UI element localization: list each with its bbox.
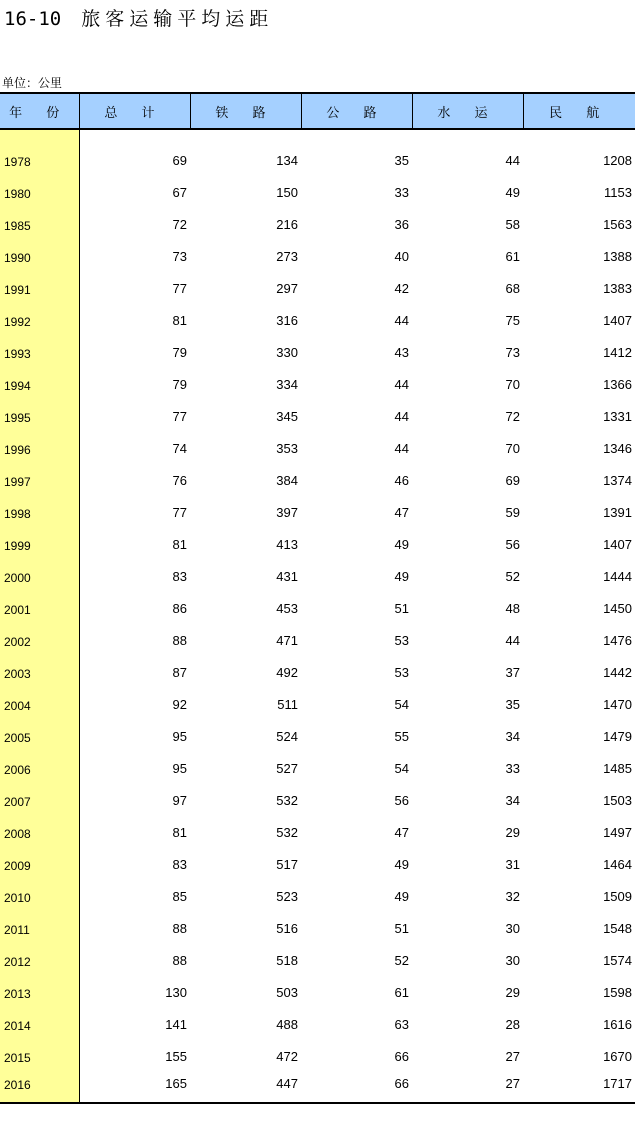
waterway-cell: 58 [505, 217, 520, 232]
highway-cell: 55 [394, 729, 409, 744]
total-cell: 81 [172, 537, 187, 552]
civil-aviation-cell: 1444 [603, 569, 632, 584]
waterway-cell: 34 [505, 729, 520, 744]
total-cell: 165 [79, 1067, 190, 1103]
civil-aviation-cell: 1331 [603, 409, 632, 424]
table-row [0, 1035, 635, 1067]
table-row [0, 651, 635, 683]
year-cell: 1978 [0, 129, 79, 171]
table-row [0, 619, 635, 651]
civil-aviation-cell: 1442 [603, 665, 632, 680]
year-cell: 1991 [0, 267, 79, 299]
total-cell: 69 [172, 153, 187, 168]
highway-cell: 61 [394, 985, 409, 1000]
total-cell: 72 [172, 217, 187, 232]
highway-cell: 51 [394, 921, 409, 936]
highway-cell: 33 [394, 185, 409, 200]
total-cell: 155 [165, 1049, 187, 1064]
table-row [0, 331, 635, 363]
civil-aviation-cell: 1548 [603, 921, 632, 936]
railway-cell: 532 [276, 825, 298, 840]
waterway-cell: 33 [505, 761, 520, 776]
year-cell: 2016 [0, 1067, 79, 1103]
year-cell: 1999 [0, 523, 79, 555]
waterway-cell: 30 [505, 921, 520, 936]
table-row [0, 459, 635, 491]
highway-cell: 35 [394, 153, 409, 168]
header-civil-aviation: 民 航 [523, 93, 635, 129]
total-cell: 86 [172, 601, 187, 616]
waterway-cell: 44 [505, 153, 520, 168]
year-cell: 1990 [0, 235, 79, 267]
waterway-cell: 59 [505, 505, 520, 520]
waterway-cell: 29 [505, 985, 520, 1000]
table-row [0, 971, 635, 1003]
civil-aviation-cell: 1346 [603, 441, 632, 456]
year-cell: 1996 [0, 427, 79, 459]
highway-cell: 66 [301, 1067, 412, 1103]
railway-cell: 345 [276, 409, 298, 424]
waterway-cell: 56 [505, 537, 520, 552]
table-row [0, 1067, 635, 1103]
railway-cell: 353 [276, 441, 298, 456]
railway-cell: 134 [276, 153, 298, 168]
civil-aviation-cell: 1476 [603, 633, 632, 648]
railway-cell: 447 [190, 1067, 301, 1103]
waterway-cell: 52 [505, 569, 520, 584]
total-cell: 97 [172, 793, 187, 808]
table-row [0, 779, 635, 811]
year-cell: 2007 [0, 779, 79, 811]
railway-cell: 431 [276, 569, 298, 584]
civil-aviation-cell: 1497 [603, 825, 632, 840]
waterway-cell: 35 [505, 697, 520, 712]
civil-aviation-cell: 1388 [603, 249, 632, 264]
civil-aviation-cell: 1153 [604, 185, 632, 200]
total-cell: 92 [172, 697, 187, 712]
highway-cell: 42 [394, 281, 409, 296]
waterway-cell: 31 [505, 857, 520, 872]
civil-aviation-cell: 1391 [603, 505, 632, 520]
highway-cell: 44 [394, 313, 409, 328]
table-body [0, 129, 635, 1103]
total-cell: 77 [172, 505, 187, 520]
year-cell: 1992 [0, 299, 79, 331]
railway-cell: 316 [276, 313, 298, 328]
civil-aviation-cell: 1503 [603, 793, 632, 808]
table-row [0, 587, 635, 619]
highway-cell: 49 [394, 569, 409, 584]
table-row [0, 523, 635, 555]
year-cell: 2015 [0, 1035, 79, 1067]
year-cell: 2008 [0, 811, 79, 843]
railway-cell: 516 [276, 921, 298, 936]
railway-cell: 216 [276, 217, 298, 232]
waterway-cell: 27 [505, 1049, 520, 1064]
year-cell: 2001 [0, 587, 79, 619]
highway-cell: 63 [394, 1017, 409, 1032]
table-row [0, 267, 635, 299]
highway-cell: 47 [394, 825, 409, 840]
total-cell: 76 [172, 473, 187, 488]
year-cell: 2004 [0, 683, 79, 715]
highway-cell: 46 [394, 473, 409, 488]
year-cell: 1994 [0, 363, 79, 395]
data-table [0, 92, 635, 1104]
year-cell: 1998 [0, 491, 79, 523]
highway-cell: 43 [394, 345, 409, 360]
waterway-cell: 72 [505, 409, 520, 424]
year-cell: 2014 [0, 1003, 79, 1035]
waterway-cell: 29 [505, 825, 520, 840]
table-row [0, 747, 635, 779]
highway-cell: 52 [394, 953, 409, 968]
railway-cell: 524 [276, 729, 298, 744]
highway-cell: 44 [394, 377, 409, 392]
header-waterway: 水 运 [412, 93, 523, 129]
railway-cell: 488 [276, 1017, 298, 1032]
civil-aviation-cell: 1366 [603, 377, 632, 392]
table-row [0, 939, 635, 971]
year-cell: 2005 [0, 715, 79, 747]
header-row [0, 93, 635, 129]
total-cell: 77 [172, 281, 187, 296]
header-railway: 铁 路 [190, 93, 301, 129]
railway-cell: 523 [276, 889, 298, 904]
table-row [0, 491, 635, 523]
railway-cell: 297 [276, 281, 298, 296]
data-table-container [0, 92, 635, 1104]
year-cell: 2006 [0, 747, 79, 779]
highway-cell: 51 [394, 601, 409, 616]
railway-cell: 150 [276, 185, 298, 200]
highway-cell: 49 [394, 857, 409, 872]
civil-aviation-cell: 1407 [603, 537, 632, 552]
civil-aviation-cell: 1479 [603, 729, 632, 744]
table-row [0, 715, 635, 747]
total-cell: 67 [172, 185, 187, 200]
waterway-cell: 44 [505, 633, 520, 648]
waterway-cell: 27 [412, 1067, 523, 1103]
railway-cell: 471 [276, 633, 298, 648]
page-title [4, 4, 273, 34]
header-highway: 公 路 [301, 93, 412, 129]
waterway-cell: 28 [505, 1017, 520, 1032]
civil-aviation-cell: 1598 [603, 985, 632, 1000]
table-row [0, 1003, 635, 1035]
table-row [0, 427, 635, 459]
railway-cell: 453 [276, 601, 298, 616]
civil-aviation-cell: 1383 [603, 281, 632, 296]
total-cell: 83 [172, 569, 187, 584]
table-row [0, 683, 635, 715]
year-cell: 2009 [0, 843, 79, 875]
total-cell: 81 [172, 825, 187, 840]
railway-cell: 532 [276, 793, 298, 808]
header-year: 年 份 [0, 93, 79, 129]
total-cell: 95 [172, 729, 187, 744]
railway-cell: 413 [276, 537, 298, 552]
civil-aviation-cell: 1464 [603, 857, 632, 872]
total-cell: 88 [172, 953, 187, 968]
total-cell: 88 [172, 633, 187, 648]
table-row [0, 395, 635, 427]
civil-aviation-cell: 1407 [603, 313, 632, 328]
year-cell: 1985 [0, 203, 79, 235]
table-row [0, 299, 635, 331]
railway-cell: 384 [276, 473, 298, 488]
year-cell: 2003 [0, 651, 79, 683]
year-cell: 2011 [0, 907, 79, 939]
highway-cell: 54 [394, 761, 409, 776]
year-cell: 2002 [0, 619, 79, 651]
waterway-cell: 75 [505, 313, 520, 328]
total-cell: 79 [172, 377, 187, 392]
waterway-cell: 49 [505, 185, 520, 200]
highway-cell: 56 [394, 793, 409, 808]
highway-cell: 36 [394, 217, 409, 232]
total-cell: 88 [172, 921, 187, 936]
railway-cell: 330 [276, 345, 298, 360]
railway-cell: 472 [276, 1049, 298, 1064]
railway-cell: 527 [276, 761, 298, 776]
table-row [0, 235, 635, 267]
highway-cell: 40 [394, 249, 409, 264]
highway-cell: 53 [394, 665, 409, 680]
header-total: 总 计 [79, 93, 190, 129]
waterway-cell: 70 [505, 377, 520, 392]
civil-aviation-cell: 1412 [603, 345, 632, 360]
highway-cell: 66 [394, 1049, 409, 1064]
civil-aviation-cell: 1485 [603, 761, 632, 776]
civil-aviation-cell: 1470 [603, 697, 632, 712]
railway-cell: 518 [276, 953, 298, 968]
year-cell: 2010 [0, 875, 79, 907]
waterway-cell: 70 [505, 441, 520, 456]
table-row [0, 555, 635, 587]
table-number: 16-10 [4, 8, 62, 30]
civil-aviation-cell: 1509 [603, 889, 632, 904]
waterway-cell: 73 [505, 345, 520, 360]
railway-cell: 334 [276, 377, 298, 392]
table-row [0, 171, 635, 203]
civil-aviation-cell: 1670 [603, 1049, 632, 1064]
railway-cell: 397 [276, 505, 298, 520]
year-cell: 1995 [0, 395, 79, 427]
total-cell: 81 [172, 313, 187, 328]
waterway-cell: 61 [505, 249, 520, 264]
highway-cell: 49 [394, 889, 409, 904]
civil-aviation-cell: 1616 [603, 1017, 632, 1032]
waterway-cell: 30 [505, 953, 520, 968]
total-cell: 77 [172, 409, 187, 424]
year-cell: 1993 [0, 331, 79, 363]
waterway-cell: 32 [505, 889, 520, 904]
railway-cell: 503 [276, 985, 298, 1000]
unit-label: 单位：公里 [2, 76, 63, 90]
table-row [0, 129, 635, 171]
civil-aviation-cell: 1563 [603, 217, 632, 232]
waterway-cell: 69 [505, 473, 520, 488]
civil-aviation-cell: 1374 [603, 473, 632, 488]
total-cell: 85 [172, 889, 187, 904]
table-title: 旅客运输平均运距 [81, 8, 274, 30]
total-cell: 79 [172, 345, 187, 360]
total-cell: 141 [165, 1017, 187, 1032]
waterway-cell: 48 [505, 601, 520, 616]
year-cell: 2000 [0, 555, 79, 587]
total-cell: 95 [172, 761, 187, 776]
table-row [0, 875, 635, 907]
railway-cell: 273 [276, 249, 298, 264]
table-row [0, 203, 635, 235]
table-row [0, 811, 635, 843]
year-cell: 2013 [0, 971, 79, 1003]
highway-cell: 44 [394, 441, 409, 456]
highway-cell: 53 [394, 633, 409, 648]
total-cell: 130 [165, 985, 187, 1000]
total-cell: 74 [172, 441, 187, 456]
total-cell: 73 [172, 249, 187, 264]
highway-cell: 47 [394, 505, 409, 520]
year-cell: 1980 [0, 171, 79, 203]
table-row [0, 363, 635, 395]
railway-cell: 517 [276, 857, 298, 872]
total-cell: 87 [172, 665, 187, 680]
waterway-cell: 34 [505, 793, 520, 808]
waterway-cell: 68 [505, 281, 520, 296]
highway-cell: 44 [394, 409, 409, 424]
year-cell: 2012 [0, 939, 79, 971]
highway-cell: 54 [394, 697, 409, 712]
civil-aviation-cell: 1574 [603, 953, 632, 968]
table-row [0, 843, 635, 875]
table-row [0, 907, 635, 939]
total-cell: 83 [172, 857, 187, 872]
railway-cell: 511 [277, 697, 298, 712]
civil-aviation-cell: 1208 [603, 153, 632, 168]
highway-cell: 49 [394, 537, 409, 552]
waterway-cell: 37 [505, 665, 520, 680]
civil-aviation-cell: 1717 [523, 1067, 635, 1103]
railway-cell: 492 [276, 665, 298, 680]
year-cell: 1997 [0, 459, 79, 491]
civil-aviation-cell: 1450 [603, 601, 632, 616]
